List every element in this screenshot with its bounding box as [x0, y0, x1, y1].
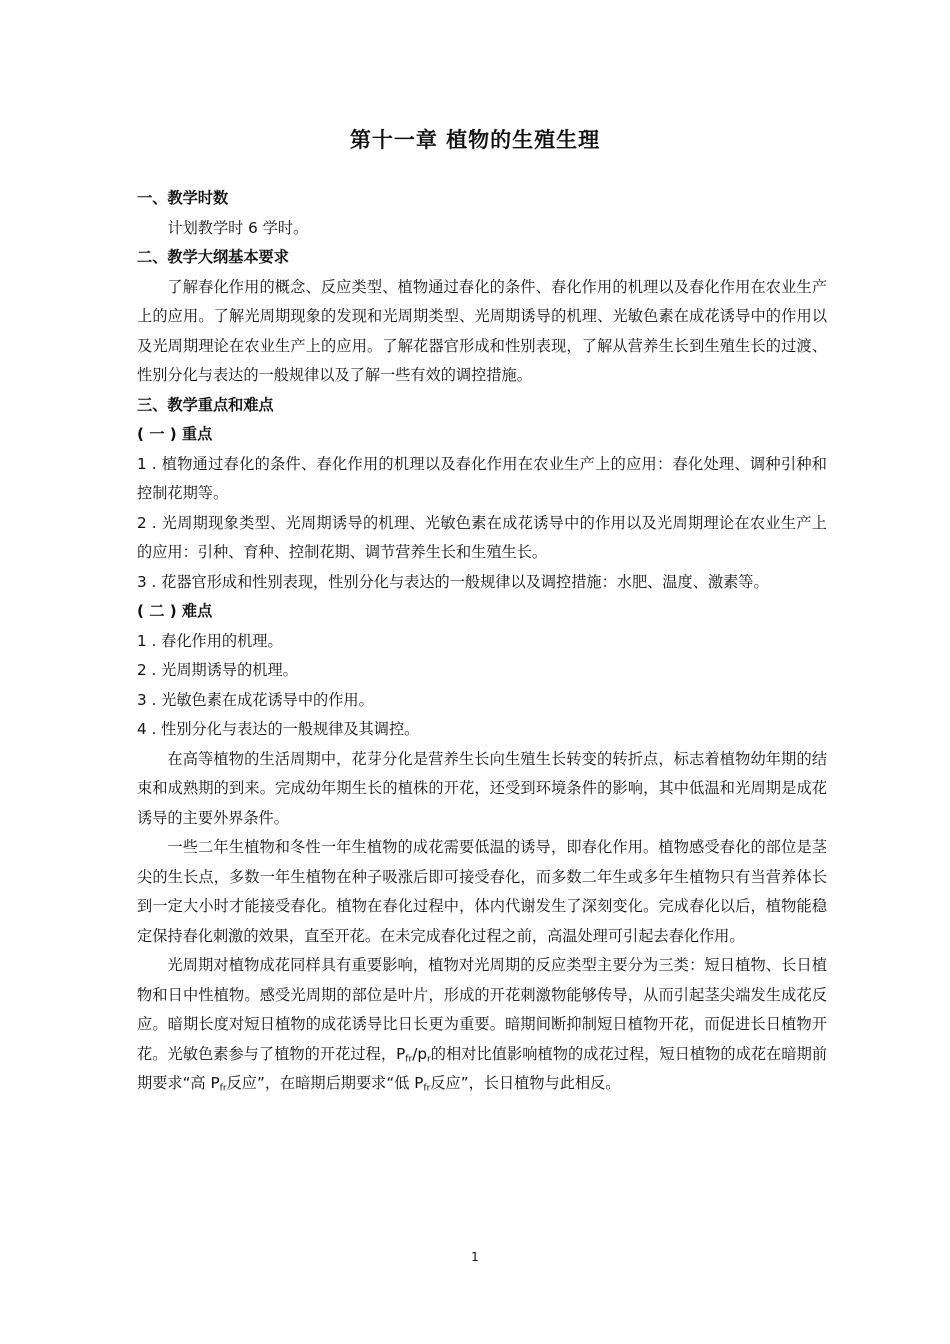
body-paragraph-photoperiod: 光周期对植物成花同样具有重要影响，植物对光周期的反应类型主要分为三类：短日植物、长日植物和日中性植物。感受光周期的部位是叶片，形成的开花刺激物能够传导，从而引起茎尖端发生成花反应。暗期长度对短日植物的成花诱导比日长更为重要。暗期间断抑制短日植物开花，而促进长日植物开花。光敏色素参与了植物的开花过程，$P_{fr}/p_r$的相对比值影响植物的成花过程，短日植物的成花在暗期前期要求“高 $P_{fr}$反应”，在暗期后期要求“低 $P_{fr}$反应”，长日植物与此相反。 [137, 956, 828, 1094]
teaching-hours-text: 计划教学时 6 学时。 [167, 218, 309, 237]
photoperiod-text-a: 光周期对植物成花同样具有重要影响，植物对光周期的反应类型主要分为三类：短日植物、长日植物和日中性植物。感受光周期的部位是叶片，形成的开花刺激物能够传导，从而引起茎尖端发生成花反应。暗期长度对短日植物的成花诱导比日长更为重要。暗期间断抑制短日植物开花，而促进长日植物开花。光敏色素参与了植物的开花过程， [137, 956, 827, 1063]
key-point-item: 1 . 植物通过春化的条件、春化作用的机理以及春化作用在农业生产上的应用：春化处理、调种引种和控制花期等。 [137, 454, 827, 502]
page-title: 第十一章 植物的生殖生理 [349, 128, 601, 152]
section-heading-hours: 一、教学时数 [137, 189, 229, 207]
requirements-paragraph: 了解春化作用的概念、反应类型、植物通过春化的条件、春化作用的机理以及春化作用在农业生产上的应用。了解光周期现象的发现和光周期类型、光周期诱导的机理、光敏色素在成花诱导中的作用以及光周期理论在农业生产上的应用。了解花器官形成和性别表现，了解从营养生长到生殖生长的过渡、性别分化与表达的一般规律以及了解一些有效的调控措施。 [137, 277, 827, 384]
photoperiod-text-c: 反应”，在暗期后期要求“低 [226, 1074, 415, 1092]
difficult-point-item: 4 . 性别分化与表达的一般规律及其调控。 [137, 720, 420, 738]
key-point-item: 3 . 花器官形成和性别表现，性别分化与表达的一般规律以及调控措施：水肥、温度、激素等。 [137, 572, 769, 591]
difficult-point-item: 3 . 光敏色素在成花诱导中的作用。 [137, 690, 374, 709]
section-heading-key-difficult: 三、教学重点和难点 [137, 395, 274, 414]
page-number: 1 [471, 1250, 479, 1264]
body-paragraph-flowering: 在高等植物的生活周期中，花芽分化是营养生长向生殖生长转变的转折点，标志着植物幼年期的结束和成熟期的到来。完成幼年期生长的植株的开花，还受到环境条件的影响，其中低温和光周期是成花诱导的主要外界条件。 [137, 749, 827, 827]
document-body [137, 184, 827, 1099]
section-heading-requirements: 二、教学大纲基本要求 [137, 248, 289, 266]
difficult-point-item: 1 . 春化作用的机理。 [137, 631, 283, 650]
body-paragraph-vernalization: 一些二年生植物和冬性一年生植物的成花需要低温的诱导，即春化作用。植物感受春化的部位是茎尖的生长点，多数一年生植物在种子吸涨后即可接受春化，而多数二年生或多年生植物只有当营养体长到一定大小时才能接受春化。植物在春化过程中，体内代谢发生了深刻变化。完成春化以后，植物能稳定保持春化刺激的效果，直至开花。在未完成春化过程之前，高温处理可引起去春化作用。 [137, 838, 827, 945]
pfr-symbol: $P_{fr}$ [396, 1044, 413, 1064]
pfr-symbol: $P_{fr}$ [210, 1074, 227, 1094]
photoperiod-text-d: 反应”，长日植物与此相反。 [430, 1074, 621, 1092]
subheading-difficult-points: ( 二 ) 难点 [137, 602, 213, 620]
pfr-symbol: $P_{fr}$ [414, 1074, 431, 1094]
key-point-item: 2 . 光周期现象类型、光周期诱导的机理、光敏色素在成花诱导中的作用以及光周期理论在农业生产上的应用：引种、育种、控制花期、调节营养生长和生殖生长。 [137, 513, 827, 561]
photoperiod-text-b: 的相对比值影响植物的成花过程，短日植物的成花在暗期前期要求“高 [137, 1044, 828, 1092]
pr-symbol: $p_r$ [417, 1044, 431, 1064]
subheading-key-points: ( 一 ) 重点 [137, 425, 213, 443]
difficult-point-item: 2 . 光周期诱导的机理。 [137, 661, 298, 679]
